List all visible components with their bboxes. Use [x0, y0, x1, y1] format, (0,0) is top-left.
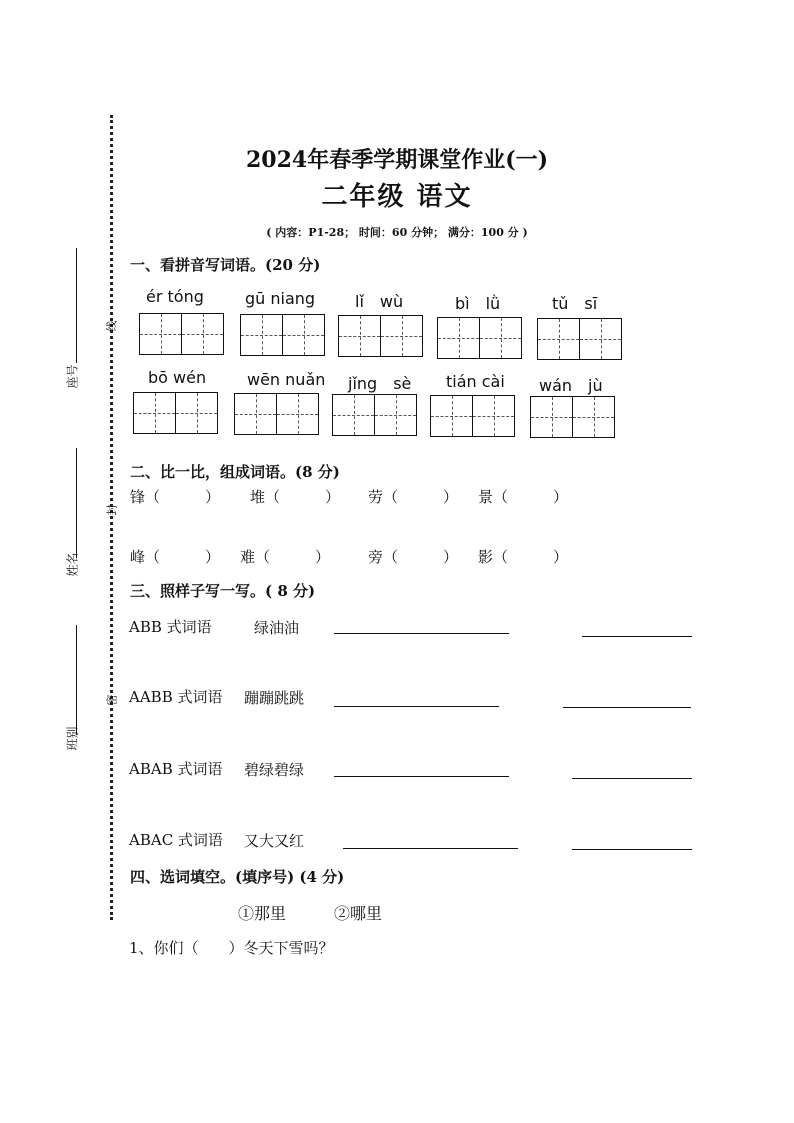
- page-subtitle: 二年级 语文: [321, 182, 473, 212]
- writing-grid[interactable]: [530, 396, 615, 438]
- section1-heading: 一、看拼音写词语。(20 分): [130, 256, 321, 274]
- word-options: ①那里 ②哪里: [238, 904, 383, 923]
- pinyin-tian-cai: tián cài: [446, 372, 505, 391]
- page-title: 2024年春季学期课堂作业(一): [245, 147, 549, 173]
- section3-heading: 三、照样子写一写。( 8 分): [130, 582, 316, 600]
- pattern-example: 绿油油: [254, 619, 300, 637]
- compare-item[interactable]: 景（ ）: [478, 488, 569, 506]
- seal-char-xian: 线: [105, 320, 119, 332]
- compare-item[interactable]: 旁（ ）: [368, 548, 459, 566]
- pattern-example: 碧绿碧绿: [244, 761, 305, 779]
- class-label: 班别: [65, 726, 80, 751]
- compare-item[interactable]: 堆（ ）: [250, 488, 341, 506]
- seat-label: 座号: [65, 364, 80, 389]
- question-1[interactable]: 1、你们（ ）冬天下雪吗？: [129, 939, 334, 957]
- pinyin-tu-si: tǔ sī: [552, 294, 598, 313]
- pattern-example: 蹦蹦跳跳: [244, 689, 305, 707]
- compare-item[interactable]: 峰（ ）: [130, 548, 221, 566]
- writing-grid[interactable]: [234, 393, 319, 435]
- compare-item[interactable]: 劳（ ）: [368, 488, 459, 506]
- compare-item[interactable]: 锋（ ）: [130, 488, 221, 506]
- name-underline: [76, 448, 77, 558]
- answer-blank[interactable]: [563, 707, 691, 708]
- class-underline: [76, 625, 77, 735]
- answer-blank[interactable]: [334, 633, 509, 634]
- answer-blank[interactable]: [572, 849, 692, 850]
- writing-grid[interactable]: [133, 392, 218, 434]
- seal-char-feng: 封: [105, 504, 119, 516]
- seat-underline: [76, 248, 77, 363]
- pattern-label: ABAC 式词语: [129, 831, 223, 849]
- writing-grid[interactable]: [139, 313, 224, 355]
- writing-grid[interactable]: [437, 317, 522, 359]
- pattern-label: ABAB 式词语: [129, 760, 223, 778]
- answer-blank[interactable]: [343, 848, 518, 849]
- compare-item[interactable]: 影（ ）: [478, 548, 569, 566]
- pattern-label: ABB 式词语: [129, 618, 212, 636]
- writing-grid[interactable]: [430, 395, 515, 437]
- pinyin-gu-niang: gū niang: [245, 289, 316, 308]
- writing-grid[interactable]: [537, 318, 622, 360]
- compare-item[interactable]: 难（ ）: [240, 548, 331, 566]
- pinyin-er-tong: ér tóng: [146, 287, 204, 306]
- writing-grid[interactable]: [332, 394, 417, 436]
- pattern-example: 又大又红: [244, 832, 305, 850]
- pinyin-wen-nuan: wēn nuǎn: [247, 370, 326, 389]
- section4-heading: 四、选词填空。(填序号) (4 分): [130, 868, 345, 886]
- answer-blank[interactable]: [334, 706, 499, 707]
- section2-heading: 二、比一比，组成词语。(8 分): [130, 463, 340, 481]
- pinyin-wan-ju: wán jù: [539, 376, 603, 395]
- exam-info: ( 内容：P1-28； 时间：60 分钟； 满分：100 分 ): [266, 226, 528, 239]
- pinyin-jing-se: jǐng sè: [348, 374, 412, 393]
- name-label: 姓名: [65, 552, 80, 577]
- answer-blank[interactable]: [572, 778, 692, 779]
- writing-grid[interactable]: [240, 314, 325, 356]
- pinyin-bi-lv: bì lǜ: [455, 294, 501, 313]
- answer-blank[interactable]: [582, 636, 692, 637]
- pinyin-bo-wen: bō wén: [148, 368, 207, 387]
- pinyin-li-wu: lǐ wù: [355, 292, 404, 311]
- writing-grid[interactable]: [338, 315, 423, 357]
- answer-blank[interactable]: [334, 776, 509, 777]
- pattern-label: AABB 式词语: [129, 688, 223, 706]
- seal-char-mi: 密: [105, 694, 119, 706]
